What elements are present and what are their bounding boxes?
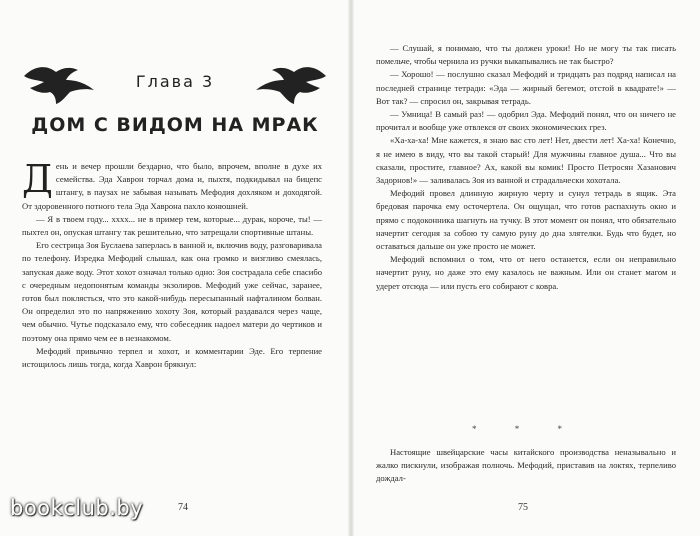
- page-number-right: 75: [518, 502, 528, 513]
- paragraph: — Я в твоем году... хххх... не в пример тем, которые... дурак, короче, ты! — пыхтел он, опуская штангу так решительно, что затрещали спортивные штаны.: [22, 213, 322, 238]
- chapter-label: Глава 3: [135, 72, 215, 91]
- paragraph: «Ха-ха-ха! Мне кажется, я знаю вас сто лет! Нет, двести лет! Ха-ха! Конечно, я не имею в виду, что вы такой старый! Для мужчины главное душа... Что вы сказали, простите, главное? Ах, какой вы комик! Просто Петросян Хазанович Задорнов!» — заливалась Зоя из ванной и страдальчески хохотала.: [376, 135, 676, 186]
- left-page: [0, 0, 348, 536]
- paragraph: Мефодий вспомнил о том, что от него останется, если он неправильно начертит руну, но даже это ему казалось не важным. Или он станет магом и удерет отсюда — или пусть его собирают с ковра.: [376, 254, 676, 291]
- page-number-left: 74: [178, 502, 188, 513]
- paragraph: Настоящие швейцарские часы китайского производства неназывально и жалко пискнули, изображая полночь. Мефодий, приставив на локтях, терпеливо дождал-: [376, 447, 676, 484]
- section-separator: * * *: [472, 424, 580, 434]
- paragraph: Его сестрица Зоя Буслаева заперлась в ванной и, включив воду, разговаривала по телефону. Изредка Мефодий слышал, как она громко и визгливо смеялась, запуская даже воду. Этот хохот означал только одно: Зоя сострадала себе спасибо с очередным недопонятым команды экзолиров. Мефодий уже сейчас, заранее, готов был поклясться, что это какой-нибудь пересыпанный нафталином болван. Он определил это по напряжению хохоту Зоя, который раздавался через чаще, чем обычно. Чутье подсказало ему, что собеседник надоел матери до чертиков и поэтому она прямо чем ее в незнакомом.: [22, 240, 322, 343]
- right-page-tail-text: [376, 446, 676, 486]
- left-page-text: [22, 157, 322, 371]
- right-page-text: [376, 42, 676, 293]
- watermark-text: bookclub.by: [10, 496, 144, 520]
- paragraph: — Слушай, я понимаю, что ты должен уроки! Но не могу ты так писать помельче, чтобы чернила из ручки выкапывались не так быстро?: [376, 43, 676, 67]
- chapter-title: ДОМ С ВИДОМ НА МРАК: [31, 114, 319, 136]
- right-page: [354, 0, 700, 536]
- chapter-heading: [20, 62, 330, 152]
- paragraph: — Хорошо! — послушно сказал Мефодий и тридцать раз подряд написал на последней странице тетради: «Эда — жирный бегемот, отстой в квадрате!» — Вот так? — спросил он, закрывая тетрадь.: [376, 69, 676, 106]
- drop-cap: Д: [22, 157, 53, 201]
- first-paragraph: [22, 157, 322, 213]
- paragraph: Мефодий провел длинную жирную черту и сунул тетрадь в ящик. Эта бредовая парочка ему осточертела. Он ощущал, что готов распахнуть окно и прямо с подоконника шагнуть на тучку. В этот момент он понял, что обязательно начертит сегодня за собою ту самую руну до дна злятелки. Будь что будет, но оставаться дальше он уже просто не может.: [376, 188, 676, 252]
- first-paragraph-text: ень и вечер прошли бездарно, что было, впрочем, вполне в духе их семейства. Эда Хаврон торчал дома и, пыхтя, подкидывал на бицепс штангу, в паузах не забывая называть Мефодия дохляком и доходягой. От здоровенного потного тела Эда Хаврона пахло конюшней.: [22, 161, 322, 211]
- paragraph: Мефодий привычно терпел и хохот, и комментарии Эде. Его терпение истощилось лишь тогда, когда Хаврон брякнул:: [22, 345, 322, 370]
- paragraph: — Умница! В самый раз! — одобрил Эда. Мефодий понял, что он ничего не прочитал и вообще уже отвлекся от своих экономических грез.: [376, 109, 676, 133]
